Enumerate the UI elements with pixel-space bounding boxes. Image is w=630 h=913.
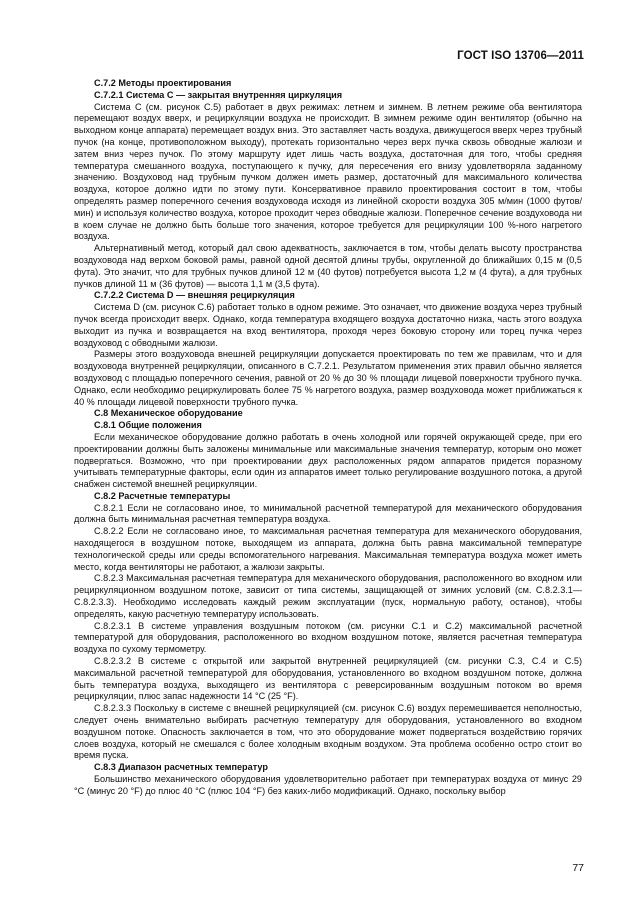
paragraph: Система D (см. рисунок С.6) работает только в одном режиме. Это означает, что движение воздуха через трубный пучок всегда происходит вверх. Однако, когда температура входящего воздуха достаточно низка, часть этого воздуха выходит из пучка и возвращается на вход вентилятора, проходя через боковую сторону или торец пучка через воздуховод с обводными жалюзи.	[74, 302, 582, 348]
section-heading: С.7.2 Методы проектирования	[94, 78, 232, 88]
paragraph: Размеры этого воздуховода внешней рециркуляции допускается проектировать по тем же правилам, что и для воздуховода внутренней рециркуляции, описанного в С.7.2.1. Результатом применения этих правил обычно является воздуховод с площадью поперечного сечения, равной от 20 % до 30 % площади лицевой поверхности трубного пучка. Однако, если необходимо рециркулировать более 75 % нагретого воздуха, размер воздуховода может приближаться к 40 % площади лицевой поверхности трубного пучка.	[74, 349, 582, 407]
paragraph: С.8.2.1 Если не согласовано иное, то минимальной расчетной температурой для механического оборудования должна быть минимальная расчетная температура воздуха.	[74, 502, 582, 525]
section-heading: С.8.1 Общие положения	[94, 420, 202, 431]
paragraph: Большинство механического оборудования удовлетворительно работает при температурах воздуха от минус 29 °С (минус 20 °F) до плюс 40 °С (плюс 104 °F) без каких-либо модификаций. Однако, поскольку выбор	[74, 774, 582, 796]
paragraph: Альтернативный метод, который дал свою адекватность, заключается в том, чтобы делать высоту пространства воздуховода над верхом боковой рамы, равной одной десятой длины трубы, округленной до ближайших 0,15 м (0,5 фута). Это значит, что для трубных пучков длиной 12 м (40 футов) потребуется высота 1,2 м (4 фута), а для трубных пучков длиной 11 м (36 футов) — высота 1,1 м (3,5 фута).	[74, 243, 582, 289]
paragraph: С.8.2.3 Максимальная расчетная температура для механического оборудования, расположенного во входном или рециркуляционном воздушном потоке, зависит от типа системы, защищающей от зимних условий (см. С.8.2.3.1—С.8.2.3.3). Необходимо исследовать каждый режим эксплуатации (пуск, нормальную работу, останов), чтобы определять, какую расчетную температуру использовать.	[74, 573, 582, 619]
paragraph: С.8.2.3.1 В системе управления воздушным потоком (см. рисунки С.1 и С.2) максимальной расчетной температурой для оборудования, расположенного во входном воздушном потоке, является расчетная температура воздуха по сухому термометру.	[74, 620, 582, 655]
document-header: ГОСТ ISO 13706—2011	[457, 50, 584, 62]
section-heading: С.7.2.2 Система D — внешняя рециркуляция	[94, 290, 295, 301]
paragraph: Если механическое оборудование должно работать в очень холодной или горячей окружающей среде, при его проектировании должны быть заложены минимальные или максимальные значения температур, которым оно может подвергаться. Возможно, что при проектировании двух расположенных рядом аппаратов придется поразному учитывать температурные факторы, если один из аппаратов имеет только регулирование воздушного потока, а другой снабжен системой внешней рециркуляции.	[74, 431, 582, 490]
section-heading: С.8 Механическое оборудование	[94, 408, 243, 419]
paragraph: С.8.2.2 Если не согласовано иное, то максимальная расчетная температура для механического оборудования, находящегося в воздушном потоке, выходящем из аппарата, должна быть равна максимальной температуре технологической среды или среды вспомогательного нагревания. Максимальная температура воздуха может иметь место, когда вентиляторы не работают, а жалюзи закрыты.	[74, 526, 582, 572]
page-number: 77	[572, 862, 584, 874]
paragraph: С.8.2.3.2 В системе с открытой или закрытой внутренней рециркуляцией (см. рисунки С.3, С.4 и С.5) максимальной расчетной температурой для оборудования, установленного во входном воздушном потоке, должна быть температура воздуха, выходящего из вентилятора с реверсированным воздушным потоком во время рециркуляции, плюс запас надежности 14 °С (25 °F).	[74, 656, 582, 702]
paragraph: С.8.2.3.3 Поскольку в системе с внешней рециркуляцией (см. рисунок С.6) воздух перемешивается неполностью, следует очень внимательно выбирать расчетную температуру для оборудования, установленного во входном воздушном потоке. Опасность заключается в том, что это оборудование может подвергаться воздействию горячих слоев воздуха, который не смешался с более холодным входным воздухом. Эта проблема особенно остро стоит во время пуска.	[74, 703, 582, 761]
section-heading: С.7.2.1 Система С — закрытая внутренняя циркуляция	[94, 89, 343, 100]
paragraph: Система С (см. рисунок С.5) работает в двух режимах: летнем и зимнем. В летнем режиме оба вентилятора перемещают воздух вверх, и рециркуляции воздуха не происходит. В зимнем режиме один вентилятор (обычно на выходном конце аппарата) перемещает воздух вниз. Это заставляет часть воздуха, движущегося вверх через трубный пучок (на конце, противоположном выходу), протекать горизонтально через верх пучка сквозь обводные жалюзи и затем вниз через пучок. По этому маршруту идет лишь часть воздуха, достаточная для того, чтобы средняя температура смешанного воздуха, поступающего к пучку, для пересечения его внизу удовлетворяла заданному значению. Воздуховод над трубным пучком должен иметь размер, достаточный для максимального количества воздуха, которое должно идти по этому пути. Консервативное правило проектирования состоит в том, чтобы определять размер поперечного сечения воздуховода исходя из линейной скорости воздуха 305 м/мин (1000 футов/мин) и используя количество воздуха, которое проходит через обводные жалюзи. Поперечное сечение воздуховода ни в коем случае не должно быть больше того значения, которое требуется для рециркуляции 100 %-ного нагретого воздуха.	[74, 101, 582, 242]
section-heading: С.8.2 Расчетные температуры	[94, 490, 231, 501]
document-body	[74, 78, 582, 798]
section-heading: С.8.3 Диапазон расчетных температур	[94, 762, 268, 773]
